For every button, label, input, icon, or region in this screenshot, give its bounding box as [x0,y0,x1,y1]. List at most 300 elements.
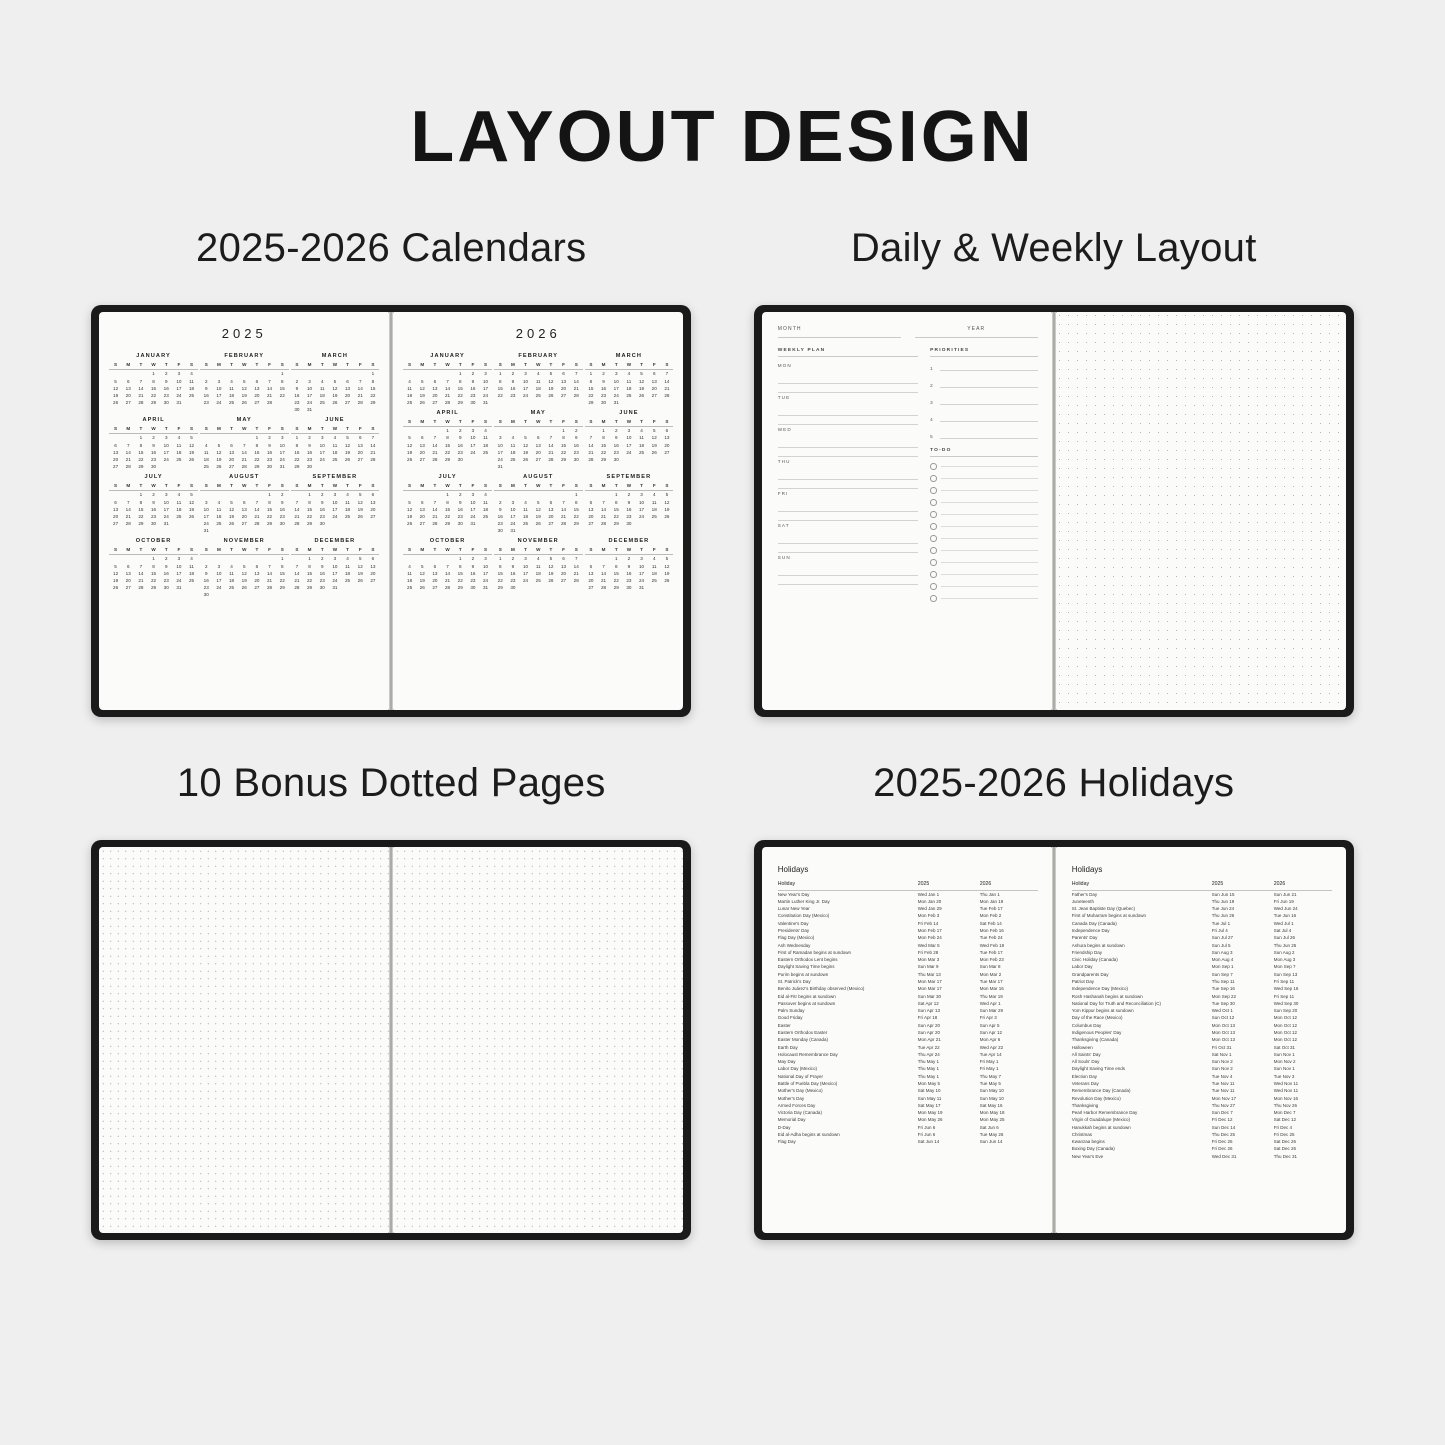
day-of-week-row [109,361,198,370]
date-cell: 11 [651,563,657,569]
table-row [778,971,1038,978]
date-cell: 10 [510,506,516,512]
date-cell: 14 [573,563,579,569]
date-cell: 23 [626,513,632,519]
table-row [778,1124,1038,1131]
holiday-date-2025: Mon Oct 13 [1211,1029,1236,1035]
holiday-date-2025: Fri Jun 6 [917,1124,936,1130]
month-block [291,417,380,470]
week-row [585,399,674,406]
date-cell: 7 [433,435,437,441]
date-cell [173,463,186,470]
date-cell [648,456,661,463]
date-cell: 8 [308,499,311,505]
date-cell: 13 [241,506,247,512]
date-cell: 25 [229,584,235,590]
date-cell: 21 [432,449,438,455]
todo-row[interactable] [930,571,1038,578]
dow-cell: S [498,362,502,367]
date-cell [263,555,276,562]
date-cell: 24 [176,577,182,583]
date-cell: 9 [627,563,631,569]
date-cell: 22 [457,392,463,398]
week-row [494,513,583,520]
date-cell: 2 [511,371,515,377]
checkbox-circle-icon[interactable] [930,547,937,554]
date-cell: 19 [535,513,541,519]
date-cell: 1 [295,435,299,441]
table-row [778,927,1038,934]
date-cell: 7 [295,563,299,569]
date-cell: 26 [113,399,119,405]
day-block[interactable] [778,491,918,521]
checkbox-circle-icon[interactable] [930,559,937,566]
date-cell: 14 [357,385,363,391]
date-cell: 30 [457,456,463,462]
holiday-date-2026: Mon Oct 12 [1273,1015,1298,1021]
day-of-week-row [403,361,492,370]
date-cell: 12 [189,499,195,505]
date-cell: 12 [651,435,657,441]
dow-cell: S [408,483,412,489]
checkbox-circle-icon[interactable] [930,595,937,602]
todo-row[interactable] [930,547,1038,554]
date-cell: 10 [176,563,182,569]
date-cell: 24 [613,392,619,398]
month-name: JULY [144,474,163,481]
date-cell: 5 [230,499,233,505]
checkbox-circle-icon[interactable] [930,583,937,590]
date-cell: 16 [319,506,325,512]
dow-cell: W [242,483,247,489]
date-cell: 19 [241,577,247,583]
table-row [778,1058,1038,1065]
table-row [1072,1073,1332,1080]
date-cell: 26 [189,513,195,519]
holiday-date-2025: Sun Nov 2 [1211,1059,1233,1065]
date-cell: 25 [626,392,632,398]
dow-cell: T [614,418,618,424]
dow-cell: S [204,483,208,489]
dow-cell: S [408,418,412,424]
date-cell: 20 [125,392,131,398]
date-cell: 3 [164,492,168,498]
date-cell: 9 [280,499,284,505]
quadrant-weekly [733,226,1376,717]
week-row [494,506,583,513]
date-cell: 14 [254,506,260,512]
priority-row[interactable] [930,380,1038,388]
date-cell: 20 [125,577,131,583]
todo-row[interactable] [930,583,1038,590]
holidays-right-body [1072,890,1332,1160]
date-cell: 5 [114,378,117,384]
date-cell: 22 [457,577,463,583]
date-cell: 12 [345,442,351,448]
date-cell: 11 [483,435,488,441]
date-cell: 3 [484,556,487,562]
holiday-date-2026: Thu Mar 19 [979,993,1003,999]
holiday-date-2026: Wed Apr 1 [979,1000,1001,1006]
todo-row[interactable] [930,595,1038,602]
date-cell: 17 [523,385,529,391]
month-name: MAY [236,417,252,424]
date-cell: 29 [307,584,313,590]
date-cell: 28 [561,520,567,526]
date-cell: 26 [407,520,413,526]
holiday-date-2025: Fri Oct 31 [1211,1044,1232,1050]
date-cell: 16 [163,570,169,576]
date-cell: 5 [524,435,527,441]
holiday-name: Holocaust Remembrance Day [777,1051,838,1057]
table-row [778,1007,1038,1014]
week-row [291,399,380,406]
date-cell: 4 [652,556,656,562]
priority-line [940,397,1038,405]
dow-cell: W [445,418,450,424]
holiday-name: Canada Day (Canada) [1071,920,1117,926]
holiday-date-2026: Mon Feb 2 [979,913,1002,919]
date-cell: 2 [627,492,631,498]
priority-row[interactable] [930,397,1038,405]
checkbox-circle-icon[interactable] [930,475,937,482]
date-cell [251,491,264,498]
date-cell: 3 [333,492,337,498]
dow-cell: T [458,483,462,489]
dotted-grid-right [393,847,683,1233]
todo-row[interactable] [930,475,1038,482]
month-block [109,474,198,534]
date-cell: 19 [357,506,363,512]
date-cell: 18 [535,385,541,391]
month-field[interactable] [778,326,901,338]
date-cell: 15 [445,442,451,448]
date-cell: 8 [152,563,155,569]
checkbox-circle-icon[interactable] [930,571,937,578]
week-row [494,491,583,498]
todo-line [941,597,1038,599]
date-cell: 23 [573,449,579,455]
day-of-week-row [291,546,380,555]
date-cell: 16 [163,385,169,391]
holiday-date-2026: Sun May 10 [979,1088,1004,1094]
holiday-name: Independence Day [1071,928,1110,934]
date-cell: 16 [573,442,579,448]
date-cell: 29 [588,399,594,405]
checkbox-circle-icon[interactable] [930,523,937,530]
date-cell: 17 [639,506,645,512]
date-cell: 11 [523,506,528,512]
date-cell: 30 [307,463,313,469]
holiday-name: Lunar New Year [777,906,810,912]
dow-cell: W [151,426,156,432]
holiday-name: Ash Wednesday [777,942,811,948]
date-cell [429,427,442,434]
holiday-name: Kwanzaa begins [1071,1139,1105,1145]
day-writing-lines [778,439,918,457]
day-name: TUE [777,395,791,400]
date-cell [623,399,636,406]
date-cell: 19 [651,442,657,448]
holiday-date-2025: Sun Jul 5 [1211,942,1231,948]
date-cell: 11 [626,378,632,384]
date-cell: 11 [535,378,541,384]
holiday-name: Columbus Day [1071,1022,1102,1028]
date-cell: 31 [176,399,182,405]
date-cell: 23 [203,399,209,405]
month-block [291,353,380,413]
holiday-date-2025: Fri Dec 12 [1211,1117,1233,1123]
week-row [109,449,198,456]
date-cell: 27 [664,449,670,455]
date-cell [329,463,342,470]
date-cell: 24 [216,399,222,405]
date-cell: 12 [548,563,554,569]
todo-row[interactable] [930,463,1038,470]
dow-cell: S [371,483,375,489]
holiday-date-2026: Mon May 25 [979,1117,1005,1123]
holiday-date-2025: Mon May 5 [917,1080,941,1086]
dow-cell: M [307,362,312,367]
date-cell: 29 [138,520,144,526]
day-block[interactable] [778,523,918,553]
holiday-date-2025: Thu Mar 13 [917,971,941,977]
date-cell [494,491,507,498]
week-row [200,570,289,577]
date-cell [213,591,226,598]
date-cell [441,370,454,377]
date-cell: 24 [470,449,476,455]
date-cell: 3 [640,556,643,562]
holidays-right-page [1056,847,1346,1233]
date-cell: 28 [370,456,376,462]
date-cell: 23 [319,577,325,583]
todo-row[interactable] [930,523,1038,530]
dow-cell: S [190,483,194,489]
date-cell: 20 [561,570,567,576]
date-cell: 1 [139,435,143,441]
date-cell: 11 [535,563,541,569]
date-cell: 29 [601,456,607,462]
priority-row[interactable] [930,431,1038,439]
priority-row[interactable] [930,414,1038,422]
date-cell: 30 [267,463,273,469]
priority-row[interactable] [930,363,1038,371]
date-cell: 16 [497,513,503,519]
date-cell: 23 [203,584,209,590]
date-cell: 12 [419,570,425,576]
dow-cell: T [433,547,437,553]
date-cell: 3 [217,563,221,569]
todo-row[interactable] [930,499,1038,506]
date-cell: 3 [627,428,631,434]
week-row [585,520,674,527]
priority-line [940,363,1038,371]
date-cell [429,370,442,377]
date-cell: 20 [370,506,376,512]
date-cell [122,555,135,562]
holiday-date-2025: Wed Mar 5 [917,942,940,948]
weekly-left-page [762,312,1052,710]
date-cell: 19 [407,513,413,519]
date-cell: 6 [371,492,375,498]
date-cell: 8 [371,378,375,384]
week-row [494,499,583,506]
date-cell: 14 [267,385,273,391]
date-cell: 26 [332,399,338,405]
todo-line [941,537,1038,539]
date-cell: 7 [268,378,271,384]
date-cell [251,555,264,562]
date-cell [532,584,545,591]
dow-cell: S [190,426,194,432]
date-cell: 2 [152,435,155,441]
todo-row[interactable] [930,511,1038,518]
checkbox-circle-icon[interactable] [930,499,937,506]
holiday-name: Easter [777,1022,791,1028]
date-cell [225,434,238,441]
week-row [200,591,289,598]
date-cell [545,427,558,434]
holiday-date-2025: Sun Nov 2 [1211,1066,1233,1072]
holiday-name: Thanksgiving [1071,1102,1099,1108]
holiday-date-2025: Mon May 26 [917,1117,943,1123]
date-cell: 21 [254,513,260,519]
day-of-week-row [403,546,492,555]
date-cell: 12 [535,506,541,512]
day-of-week-row [200,361,289,370]
table-row [778,978,1038,985]
holiday-date-2025: Mon Oct 13 [1211,1022,1236,1028]
date-cell: 25 [345,577,351,583]
date-cell: 19 [407,449,413,455]
table-row [1072,927,1332,934]
date-cell: 13 [548,506,554,512]
date-cell [200,434,213,441]
table-row [778,1065,1038,1072]
holiday-date-2025: Thu May 1 [917,1059,940,1065]
date-cell: 26 [523,456,529,462]
table-row [1072,1124,1332,1131]
week-row [494,392,583,399]
year-field[interactable] [915,326,1038,338]
holiday-name: Pearl Harbor Remembrance Day [1071,1110,1138,1116]
date-cell: 18 [332,449,338,455]
week-row [494,378,583,385]
date-cell: 26 [229,520,235,526]
date-cell: 26 [548,577,554,583]
holiday-date-2026: Sun Aug 2 [1273,949,1295,955]
date-cell: 9 [204,385,208,391]
date-cell: 8 [562,435,565,441]
holiday-name: Ashura begins at sundown [1071,942,1125,948]
dow-cell: W [151,362,156,367]
date-cell: 23 [470,392,476,398]
todo-row[interactable] [930,559,1038,566]
holiday-date-2025: Fri Feb 28 [917,949,939,955]
date-cell: 20 [548,513,554,519]
day-name: SUN [777,555,791,560]
todo-row[interactable] [930,535,1038,542]
holiday-date-2026: Sun Sep 20 [1273,1008,1298,1014]
date-cell: 22 [445,449,451,455]
holiday-date-2025: Thu Jun 19 [1211,898,1235,904]
todo-row[interactable] [930,487,1038,494]
week-row [585,385,674,392]
week-row [291,506,380,513]
date-cell: 26 [639,392,645,398]
month-block [494,474,583,534]
date-cell: 12 [357,563,363,569]
date-cell [519,584,532,591]
month-block [494,410,583,470]
dow-cell: T [640,362,643,367]
date-cell [570,463,583,470]
dow-cell: M [216,483,221,489]
table-row [1072,949,1332,956]
week-row [200,563,289,570]
date-cell: 18 [407,392,413,398]
dow-cell: S [498,418,502,424]
checkbox-circle-icon[interactable] [930,535,937,542]
date-cell: 31 [176,584,182,590]
date-cell: 15 [294,449,300,455]
day-block[interactable] [778,363,918,393]
date-cell: 14 [548,442,554,448]
holiday-date-2026: Tue Nov 3 [1273,1073,1295,1079]
date-cell: 2 [614,428,618,434]
holiday-date-2026: Sat Dec 26 [1273,1146,1297,1152]
day-writing-lines [778,567,918,585]
date-cell: 17 [483,570,489,576]
date-cell: 6 [242,499,246,505]
table-row [778,934,1038,941]
date-cell [329,406,342,413]
month-block [403,474,492,534]
holiday-date-2026: Sat May 16 [979,1102,1003,1108]
date-cell: 9 [152,442,155,448]
day-block[interactable] [778,459,918,489]
date-cell: 18 [176,506,182,512]
date-cell: 22 [254,456,260,462]
table-row [1072,1138,1332,1145]
day-block[interactable] [778,555,918,585]
week-row [494,584,583,591]
dow-cell: T [255,483,259,489]
checkbox-circle-icon[interactable] [930,511,937,518]
month-block [585,474,674,534]
checkbox-circle-icon[interactable] [930,463,937,470]
day-block[interactable] [778,395,918,425]
checkbox-circle-icon[interactable] [930,487,937,494]
holidays-right-sheet [1056,847,1346,1233]
date-cell: 6 [549,499,553,505]
date-cell: 28 [432,456,438,462]
table-row [778,992,1038,999]
date-cell [185,520,198,527]
dow-cell: F [358,362,362,367]
date-cell: 30 [470,584,476,590]
table-row [1072,1065,1332,1072]
holiday-date-2025: Mon Feb 17 [917,928,942,934]
day-block[interactable] [778,427,918,457]
date-cell: 2 [308,435,311,441]
date-cell: 24 [176,392,182,398]
date-cell: 2 [574,428,578,434]
holiday-name: National Day of Prayer [777,1073,824,1079]
week-row [585,584,674,591]
date-cell: 22 [151,577,157,583]
